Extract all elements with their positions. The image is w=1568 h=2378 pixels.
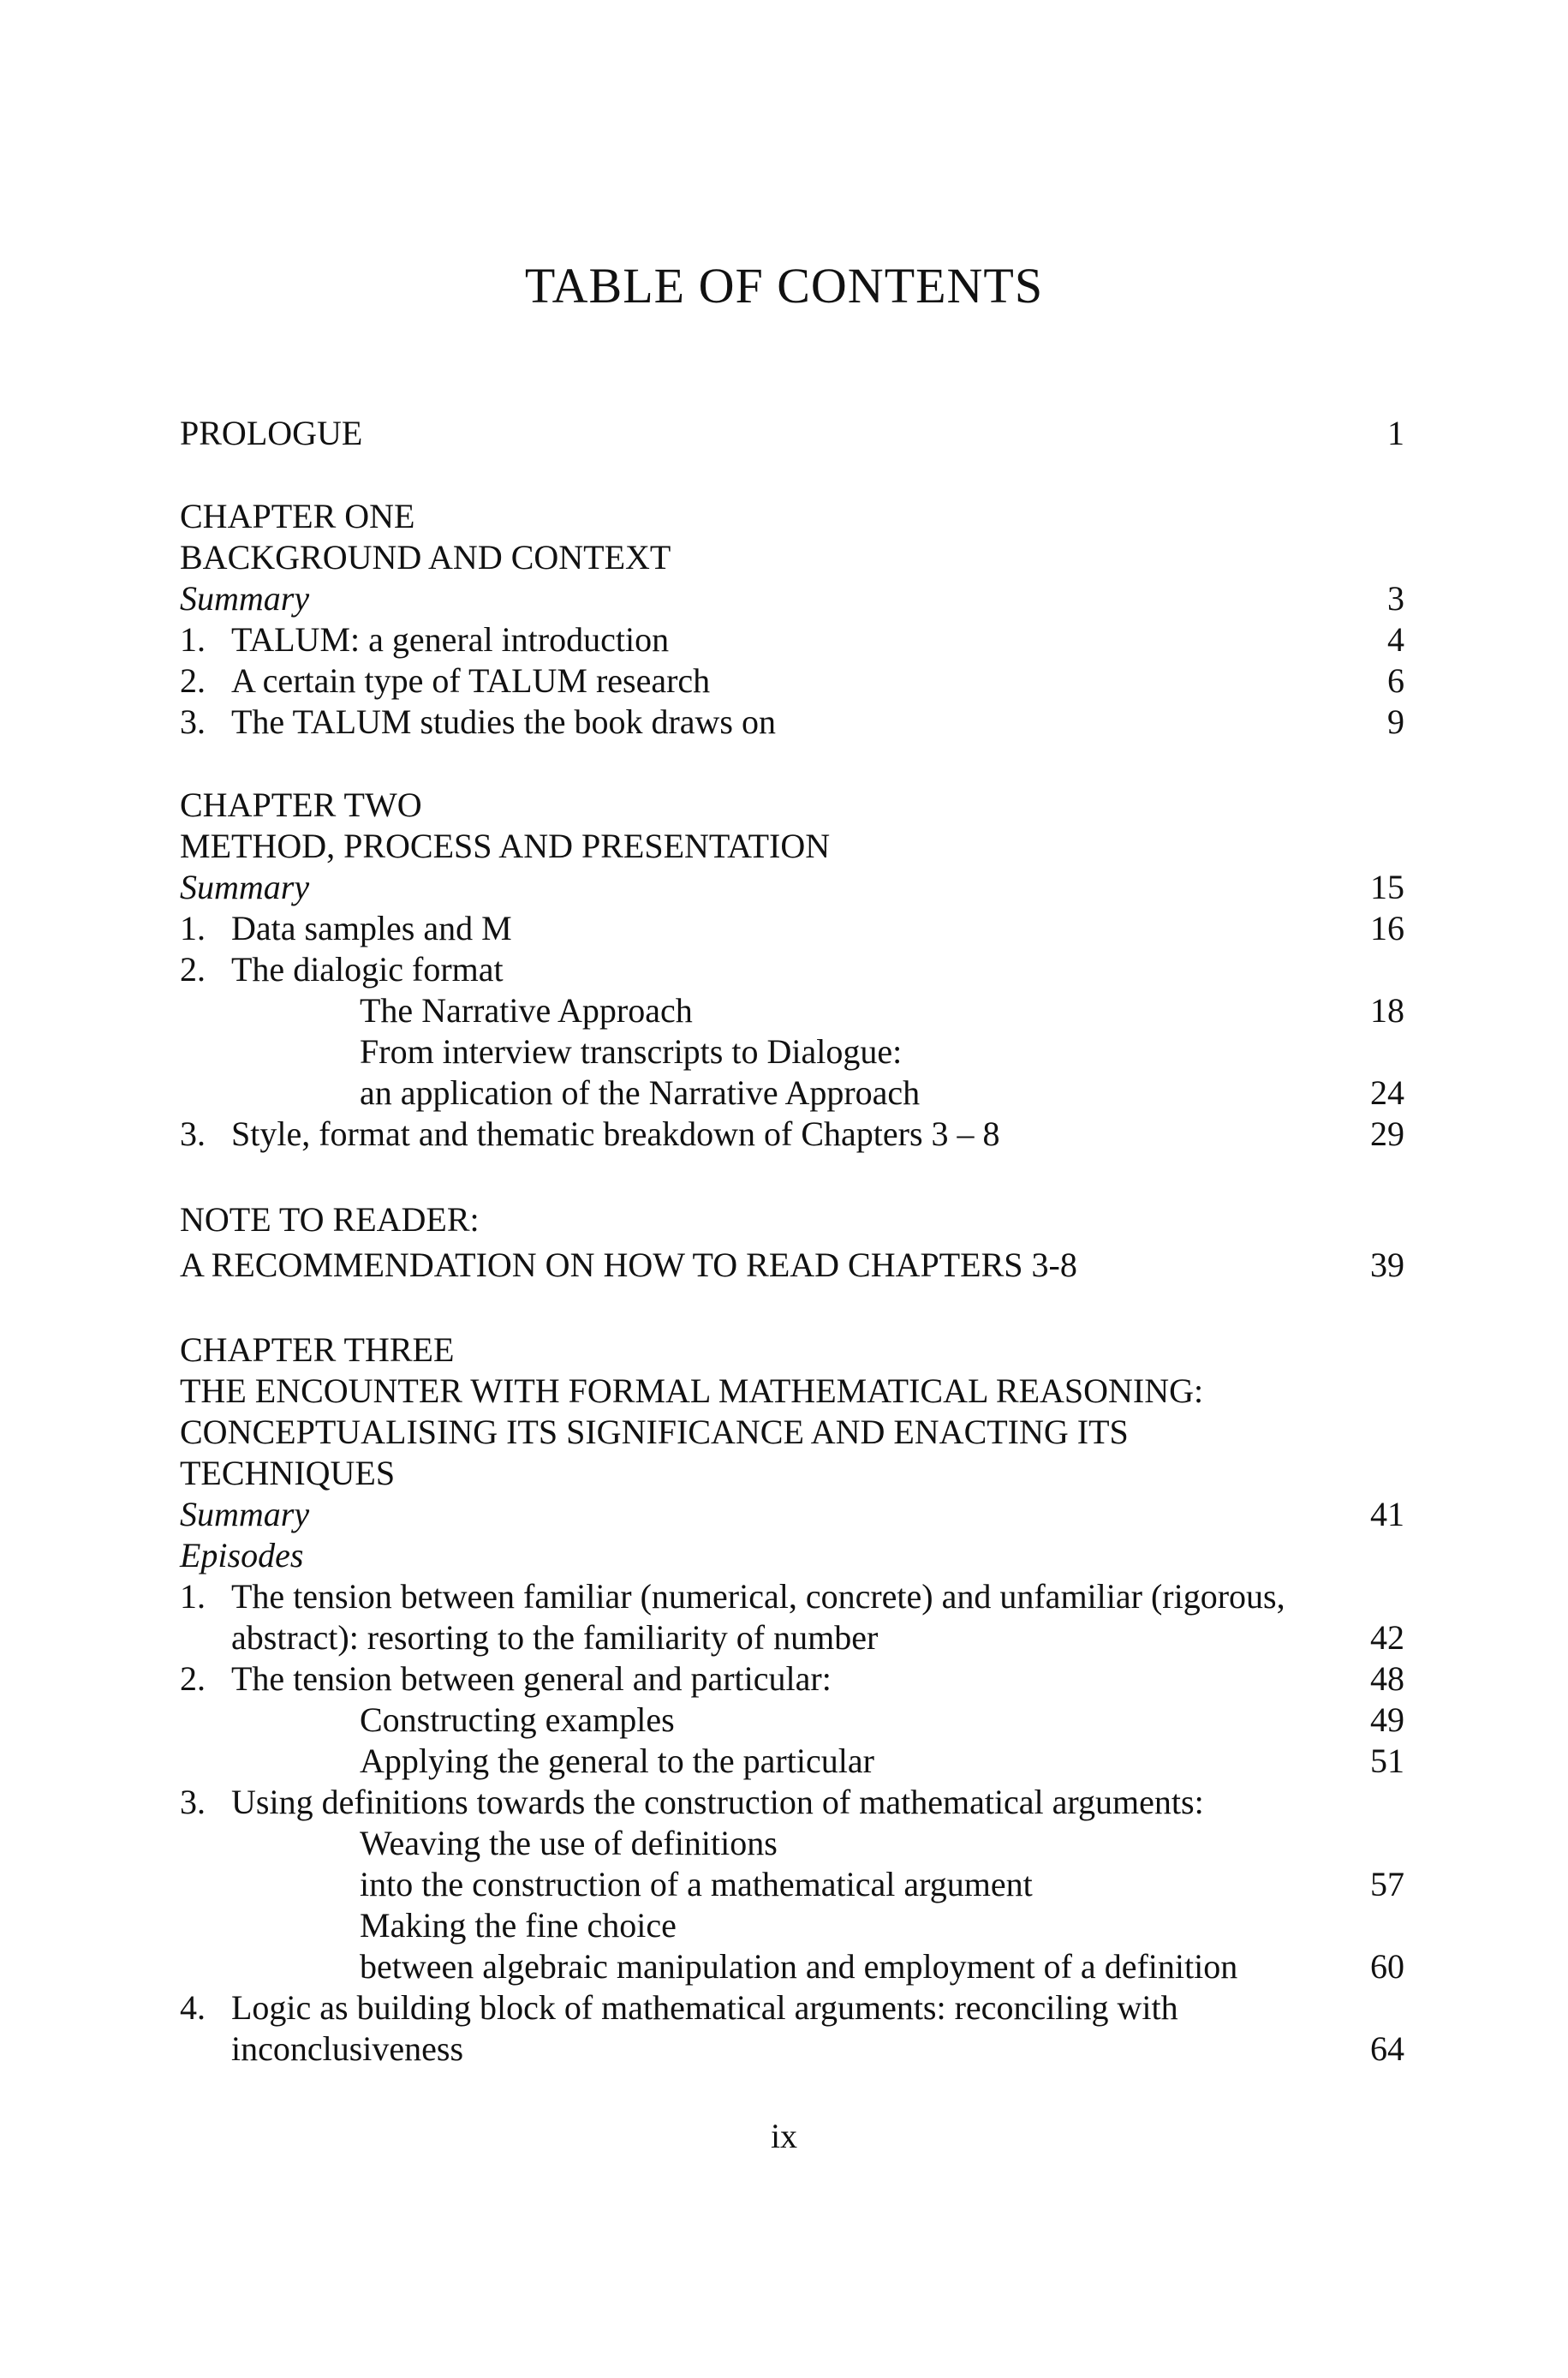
toc-entry-label: The dialogic format (231, 950, 504, 989)
episodes-label: Episodes (180, 1536, 304, 1574)
toc-entry[interactable] (180, 1577, 1404, 1616)
toc-entry-prologue[interactable] (180, 414, 1404, 453)
toc-entry-label: abstract): resorting to the familiarity of number (231, 1618, 879, 1657)
toc-subentry[interactable] (180, 1947, 1404, 1987)
toc-entry-number: 2. (180, 950, 206, 989)
chapter-heading-text: CHAPTER THREE (180, 1330, 455, 1369)
toc-page-number: 41 (1370, 1495, 1404, 1533)
toc-entry-label: The TALUM studies the book draws on (231, 702, 776, 741)
toc-entry[interactable] (180, 1659, 1404, 1699)
toc-subentry[interactable] (180, 1742, 1404, 1781)
chapter-heading (180, 786, 1404, 825)
toc-entry-label: A RECOMMENDATION ON HOW TO READ CHAPTERS 3-8 (180, 1246, 1077, 1284)
toc-subentry[interactable] (180, 1906, 1404, 1945)
toc-subentry-label: into the construction of a mathematical argument (360, 1865, 1033, 1903)
toc-entry-number: 2. (180, 1659, 206, 1698)
chapter-subtitle-text: METHOD, PROCESS AND PRESENTATION (180, 827, 831, 865)
toc-entry-number: 1. (180, 909, 206, 947)
chapter-subtitle (180, 538, 1404, 577)
chapter-title-text: THE ENCOUNTER WITH FORMAL MATHEMATICAL REASONING: (180, 1371, 1204, 1410)
page-title: TABLE OF CONTENTS (524, 258, 1044, 314)
toc-page-number: 3 (1387, 579, 1404, 618)
toc-entry[interactable] (180, 661, 1404, 701)
toc-subentry-label: Applying the general to the particular (360, 1742, 874, 1780)
chapter-heading-text: CHAPTER TWO (180, 786, 422, 824)
toc-entry-label: Style, format and thematic breakdown of Chapters 3 – 8 (231, 1114, 1000, 1153)
summary-label: Summary (180, 868, 310, 906)
toc-page-number: 16 (1370, 909, 1404, 947)
toc-entry-summary[interactable] (180, 868, 1404, 907)
toc-subentry-label: Weaving the use of definitions (360, 1824, 778, 1862)
note-heading-text: NOTE TO READER: (180, 1200, 480, 1239)
toc-entry-summary[interactable] (180, 1495, 1404, 1534)
toc-entry-label: The tension between general and particular: (231, 1659, 832, 1698)
toc-entry-label: Using definitions towards the construction of mathematical arguments: (231, 1783, 1204, 1821)
chapter-heading (180, 1330, 1404, 1370)
toc-page-number: 49 (1370, 1700, 1404, 1739)
toc-subentry-label: Constructing examples (360, 1700, 675, 1739)
toc-page-number: 51 (1370, 1742, 1404, 1780)
toc-entry-label: TALUM: a general introduction (231, 620, 670, 659)
toc-entry-number: 4. (180, 1988, 206, 2027)
page-folio: ix (770, 2117, 798, 2155)
note-heading (180, 1200, 1404, 1240)
toc-entry-label: inconclusiveness (231, 2029, 464, 2068)
toc-page-number: 18 (1370, 991, 1404, 1030)
toc-entry-number: 1. (180, 1577, 206, 1616)
toc-entry[interactable] (180, 909, 1404, 948)
toc-page-number: 42 (1370, 1618, 1404, 1657)
toc-entry-number: 3. (180, 1114, 206, 1153)
chapter-subtitle (180, 827, 1404, 866)
toc-subentry[interactable] (180, 1824, 1404, 1863)
toc-entry-number: 3. (180, 1783, 206, 1821)
chapter-heading-text: CHAPTER ONE (180, 497, 415, 535)
chapter-title-line (180, 1454, 1404, 1493)
toc-subentry-label: The Narrative Approach (360, 991, 693, 1030)
toc-page-number: 1 (1387, 414, 1404, 452)
toc-page-number: 29 (1370, 1114, 1404, 1153)
toc-entry-number: 2. (180, 661, 206, 700)
summary-label: Summary (180, 1495, 310, 1533)
toc-entry[interactable] (180, 620, 1404, 660)
toc-entry[interactable] (180, 702, 1404, 742)
toc-page-number: 4 (1387, 620, 1404, 659)
toc-page-number: 9 (1387, 702, 1404, 741)
toc-entry[interactable] (180, 1988, 1404, 2028)
toc-subentry[interactable] (180, 1700, 1404, 1740)
toc-entry-number: 1. (180, 620, 206, 659)
toc-entry[interactable] (180, 1783, 1404, 1822)
toc-entry-summary[interactable] (180, 579, 1404, 618)
toc-entry-label: A certain type of TALUM research (231, 661, 711, 700)
toc-subentry[interactable] (180, 1865, 1404, 1904)
toc-entry-continued[interactable] (180, 1618, 1404, 1658)
toc-entry-continued[interactable] (180, 2029, 1404, 2069)
toc-subentry[interactable] (180, 1073, 1404, 1113)
toc-entry-label: The tension between familiar (numerical, concrete) and unfamiliar (rigorous, (231, 1577, 1285, 1616)
toc-page-number: 48 (1370, 1659, 1404, 1698)
toc-page-number: 39 (1370, 1246, 1404, 1284)
summary-label: Summary (180, 579, 310, 618)
episodes-heading (180, 1536, 1404, 1575)
toc-page-number: 15 (1370, 868, 1404, 906)
toc-page-number: 24 (1370, 1073, 1404, 1112)
chapter-heading (180, 497, 1404, 536)
toc-page-number: 6 (1387, 661, 1404, 700)
chapter-title-line (180, 1371, 1404, 1411)
toc-entry[interactable] (180, 1114, 1404, 1154)
toc-subentry-label: From interview transcripts to Dialogue: (360, 1032, 903, 1071)
toc-entry-label: Logic as building block of mathematical arguments: reconciling with (231, 1988, 1178, 2027)
toc-entry-label: Data samples and M (231, 909, 512, 947)
toc-entry-note[interactable] (180, 1246, 1404, 1285)
toc-subentry[interactable] (180, 991, 1404, 1031)
toc-subentry-label: an application of the Narrative Approach (360, 1073, 921, 1112)
chapter-title-text: TECHNIQUES (180, 1454, 396, 1492)
toc-entry-label: PROLOGUE (180, 414, 363, 452)
toc-subentry[interactable] (180, 1032, 1404, 1072)
toc-page-number: 64 (1370, 2029, 1404, 2068)
toc-entry-number: 3. (180, 702, 206, 741)
toc-subentry-label: Making the fine choice (360, 1906, 677, 1945)
toc-page-number: 60 (1370, 1947, 1404, 1986)
toc-entry[interactable] (180, 950, 1404, 989)
chapter-subtitle-text: BACKGROUND AND CONTEXT (180, 538, 671, 577)
chapter-title-line (180, 1413, 1404, 1452)
chapter-title-text: CONCEPTUALISING ITS SIGNIFICANCE AND ENACTING ITS (180, 1413, 1129, 1451)
toc-page-number: 57 (1370, 1865, 1404, 1903)
toc-subentry-label: between algebraic manipulation and employment of a definition (360, 1947, 1238, 1986)
